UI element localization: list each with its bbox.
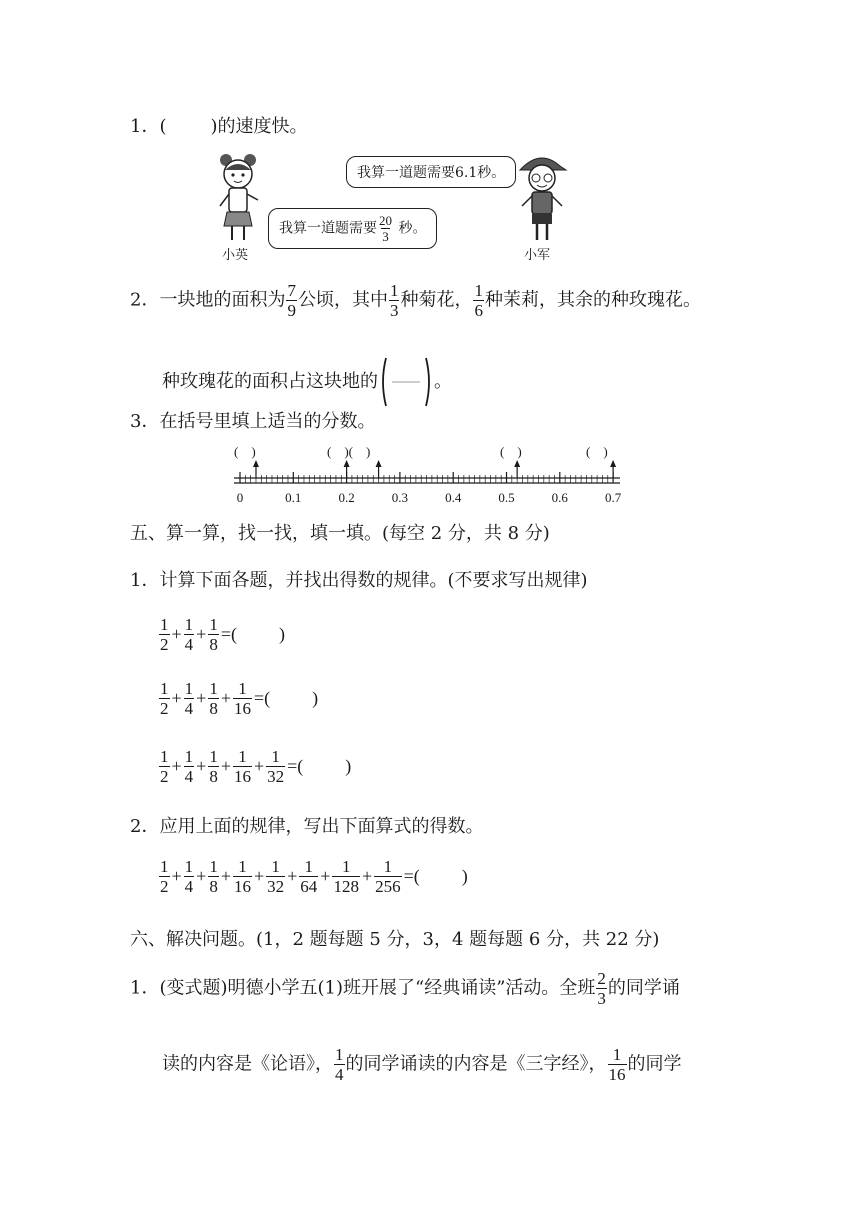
bubble-bottom-prefix: 我算一道题需要 [279,220,377,237]
fraction-1-8: $\frac{1}{8}$ [209,857,218,896]
fraction-20-3: $\frac{20}{3}$ [379,213,392,244]
arrow-head [376,460,382,467]
tick-label: 0.3 [391,490,409,505]
s6-q1-number: 1． [130,977,160,999]
plus-sign: + [196,687,207,708]
q2-text-1: 一块地的面积为 [159,289,286,311]
q2-number: 2． [130,289,160,311]
plus-sign: + [196,865,207,886]
section6-title: 六、解决问题。(1，2 题每题 5 分，3，4 题每题 6 分，共 22 分) [130,929,660,950]
q3-text: 在括号里填上适当的分数。 [159,411,376,432]
close-paren: ) [461,865,468,886]
tick-label: 0.7 [604,490,622,505]
q1-paren-open: ( [159,116,167,137]
tick-label: 0.1 [285,490,302,505]
q2-line1 [130,282,701,319]
fraction-1-8: $\frac{1}{8}$ [209,747,218,786]
plus-sign: + [253,755,265,776]
q2-end: 。 [434,371,452,392]
fraction-answer-blank[interactable] [378,356,434,408]
plus-sign: + [220,687,231,708]
q1-text: 的速度快。 [217,116,308,137]
fraction-1-4: $\frac{1}{4}$ [184,747,194,786]
plus-sign: + [220,755,231,776]
equals-open-paren: =( [253,687,271,708]
fraction-1-32: $\frac{1}{32}$ [267,857,285,896]
girl-illustration [212,150,264,246]
blank-2-3[interactable]: ( )( ) [327,444,371,459]
plus-sign: + [361,865,373,886]
s5-q1-line [130,569,588,593]
s6-q1-text-2: 的同学诵 [607,977,680,999]
fraction-1-3: $\frac{1}{3}$ [389,281,399,320]
tick-label: 0.6 [551,490,568,505]
q1-line [130,115,308,139]
number-line [228,442,628,508]
close-paren: ) [278,623,285,644]
expression-4 [158,858,469,895]
fraction-1-16: $\frac{1}{16}$ [233,679,251,718]
q2-line2 [162,356,452,408]
expression-1 [158,616,286,653]
blank-5[interactable]: ( ) [586,444,608,459]
plus-sign: + [196,623,207,644]
fraction-1-4: $\frac{1}{4}$ [184,679,194,718]
q2-text-2: 公顷，其中 [297,289,388,311]
bubble-top-text: 我算一道题需要6.1秒。 [357,165,506,181]
fraction-1-2: $\frac{1}{2}$ [160,747,169,786]
close-paren: ) [312,687,319,708]
s5-q2-line [130,815,483,839]
fraction-1-16: $\frac{1}{16}$ [233,857,251,896]
q2-line2-text: 种玫瑰花的面积占这块地的 [162,371,378,392]
fraction-2-3: $\frac{2}{3}$ [597,969,606,1008]
tick-label: 0 [236,490,244,505]
expression-3 [158,748,352,785]
s6-q1-line2 [162,1046,682,1083]
tick-label: 0.2 [338,490,355,505]
arrow-head [610,460,616,467]
boy-illustration [512,150,572,246]
fraction-1-2: $\frac{1}{2}$ [160,615,169,654]
fraction-1-16: $\frac{1}{16}$ [608,1045,626,1084]
fraction-7-9: $\frac{7}{9}$ [287,281,296,320]
plus-sign: + [320,865,331,886]
speech-bubble-xiaoying [268,208,437,249]
q1-number: 1． [130,116,160,137]
arrow-head [344,460,350,467]
s5-q1-number: 1． [130,570,160,591]
fraction-1-32: $\frac{1}{32}$ [267,747,285,786]
fraction-1-4: $\frac{1}{4}$ [335,1045,344,1084]
q3-line [130,410,375,434]
s5-q2-number: 2． [130,816,160,837]
q1-paren-close: ) [210,116,218,137]
fraction-1-4: $\frac{1}{4}$ [184,615,194,654]
section5-title: 五、算一算，找一找，填一填。(每空 2 分，共 8 分) [130,523,550,544]
plus-sign: + [253,865,265,886]
plus-sign: + [171,687,182,708]
s5-q1-text: 计算下面各题，并找出得数的规律。(不要求写出规律) [159,570,588,591]
plus-sign: + [220,865,231,886]
s5-q2-text: 应用上面的规律，写出下面算式的得数。 [159,816,484,837]
blank-4[interactable]: ( ) [500,444,522,459]
speech-bubble-xiaojun [346,156,516,188]
equals-open-paren: =( [220,623,237,644]
fraction-1-16: $\frac{1}{16}$ [233,747,251,786]
plus-sign: + [171,623,182,644]
s6-q1-line2-text-2: 的同学诵读的内容是《三字经》， [345,1053,607,1075]
fraction-1-64: $\frac{1}{64}$ [300,857,318,896]
plus-sign: + [171,865,182,886]
s6-q1-line2-text-1: 读的内容是《论语》， [162,1053,333,1075]
blank-1[interactable]: ( ) [234,444,256,459]
fraction-1-4: $\frac{1}{4}$ [184,857,194,896]
fraction-1-128: $\frac{1}{128}$ [333,857,359,896]
label-xiaoying: 小英 [222,248,249,263]
fraction-1-2: $\frac{1}{2}$ [160,679,169,718]
equals-open-paren: =( [403,865,420,886]
s6-q1-text-1: (变式题)明德小学五(1)班开展了“经典诵读”活动。全班 [159,977,596,999]
bubble-bottom-suffix: 秒。 [398,220,427,237]
arrow-head [514,460,520,467]
arrow-head [253,460,259,467]
s6-q1-line2-text-3: 的同学 [627,1053,682,1075]
fraction-1-8: $\frac{1}{8}$ [209,615,218,654]
plus-sign: + [171,755,182,776]
plus-sign: + [287,865,298,886]
label-xiaojun: 小军 [524,248,551,263]
plus-sign: + [196,755,207,776]
fraction-1-256: $\frac{1}{256}$ [375,857,401,896]
expression-2 [158,680,319,717]
equals-open-paren: =( [287,755,304,776]
tick-label: 0.4 [445,490,462,505]
q2-text-3: 种菊花， [400,289,473,311]
close-paren: ) [345,755,352,776]
fraction-1-6: $\frac{1}{6}$ [474,281,483,320]
q2-text-4: 种茉莉，其余的种玫瑰花。 [484,289,701,311]
fraction-1-2: $\frac{1}{2}$ [160,857,169,896]
fraction-1-8: $\frac{1}{8}$ [209,679,218,718]
s6-q1-line1 [130,970,680,1007]
q3-number: 3． [130,411,160,432]
tick-label: 0.5 [498,490,515,505]
